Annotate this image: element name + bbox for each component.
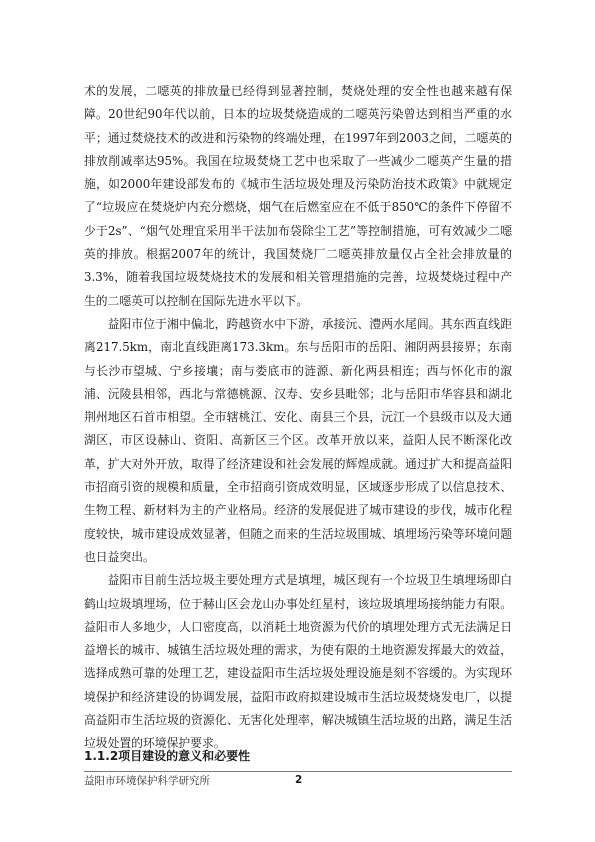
paragraph-waste-treatment-status: 益阳市目前生活垃圾主要处理方式是填埋，城区现有一个垃圾卫生填埋场即白鹤山垃圾填埋场，位于赫山区会龙山办事处红星村，该垃圾填埋场接纳能力有限。益阳市人多地少，人口密度高，以消耗土地资源为代价的填埋处理方式无法满足日益增长的城市、城镇生活垃圾处理的需求，为使有限的土地资源发挥最大的效益，选择成熟可靠的处理工艺，建设益阳市生活垃圾处理设施是刻不容缓的。为实现环境保护和经济建设的协调发展，益阳市政府拟建设城市生活垃圾焚烧发电厂，以提高益阳市生活垃圾的资源化、无害化处理率，解决城镇生活垃圾的出路，满足生活垃圾处置的环境保护要求。 xyxy=(84,573,512,751)
page-number: 2 xyxy=(295,774,303,786)
paragraph-yiyang-overview: 益阳市位于湘中偏北，跨越资水中下游，承接沅、澧两水尾闾。其东西直线距离217.5km，南北直线距离173.3km。东与岳阳市的岳阳、湘阴两县接界；东南与长沙市望城、宁乡接壤；南与娄底市的涟源、新化两县相连；西与怀化市的溆浦、沅陵县相邻，西北与常德桃源、汉寿、安乡县毗邻；北与岳阳市华容县和湖北荆州地区石首市相望。全市辖桃江、安化、南县三个县，沅江一个县级市以及大通湖区，市区设赫山、资阳、高新区三个区。改革开放以来，益阳人民不断深化改革，扩大对外开放，取得了经济建设和社会发展的辉煌成就。通过扩大和提高益阳市招商引资的规模和质量，全市招商引资成效明显，区域逐步形成了以信息技术、生物工程、新材料为主的产业格局。经济的发展促进了城市建设的步伐，城市化程度较快，城市建设成效显著，但随之而来的生活垃圾围城、填埋场污染等环境问题也日益突出。 xyxy=(84,316,512,564)
footer-organization: 益阳市环境保护科学研究所 xyxy=(84,775,210,787)
footer-divider xyxy=(84,771,512,772)
section-heading: 1.1.2项目建设的意义和必要性 xyxy=(84,749,251,763)
body-text xyxy=(84,80,512,756)
paragraph-dioxin-control: 术的发展，二噁英的排放量已经得到显著控制，焚烧处理的安全性也越来越有保障。20世纪90年代以前，日本的垃圾焚烧造成的二噁英污染曾达到相当严重的水平；通过焚烧技术的改进和污染物的终端处理，在1997年到2003之间，二噁英的排放削减率达95%。我国在垃圾焚烧工艺中也采取了一些减少二噁英产生量的措施，如2000年建设部发布的《城市生活垃圾处理及污染防治技术政策》中就规定了“垃圾应在焚烧炉内充分燃烧，烟气在后燃室应在不低于850℃的条件下停留不少于2s”、“烟气处理宜采用半干法加布袋除尘工艺”等控制措施，可有效减少二噁英的排放。根据2007年的统计，我国焚烧厂二噁英排放量仅占全社会排放量的3.3%，随着我国垃圾焚烧技术的发展和相关管理措施的完善，垃圾焚烧过程中产生的二噁英可以控制在国际先进水平以下。 xyxy=(84,84,512,308)
